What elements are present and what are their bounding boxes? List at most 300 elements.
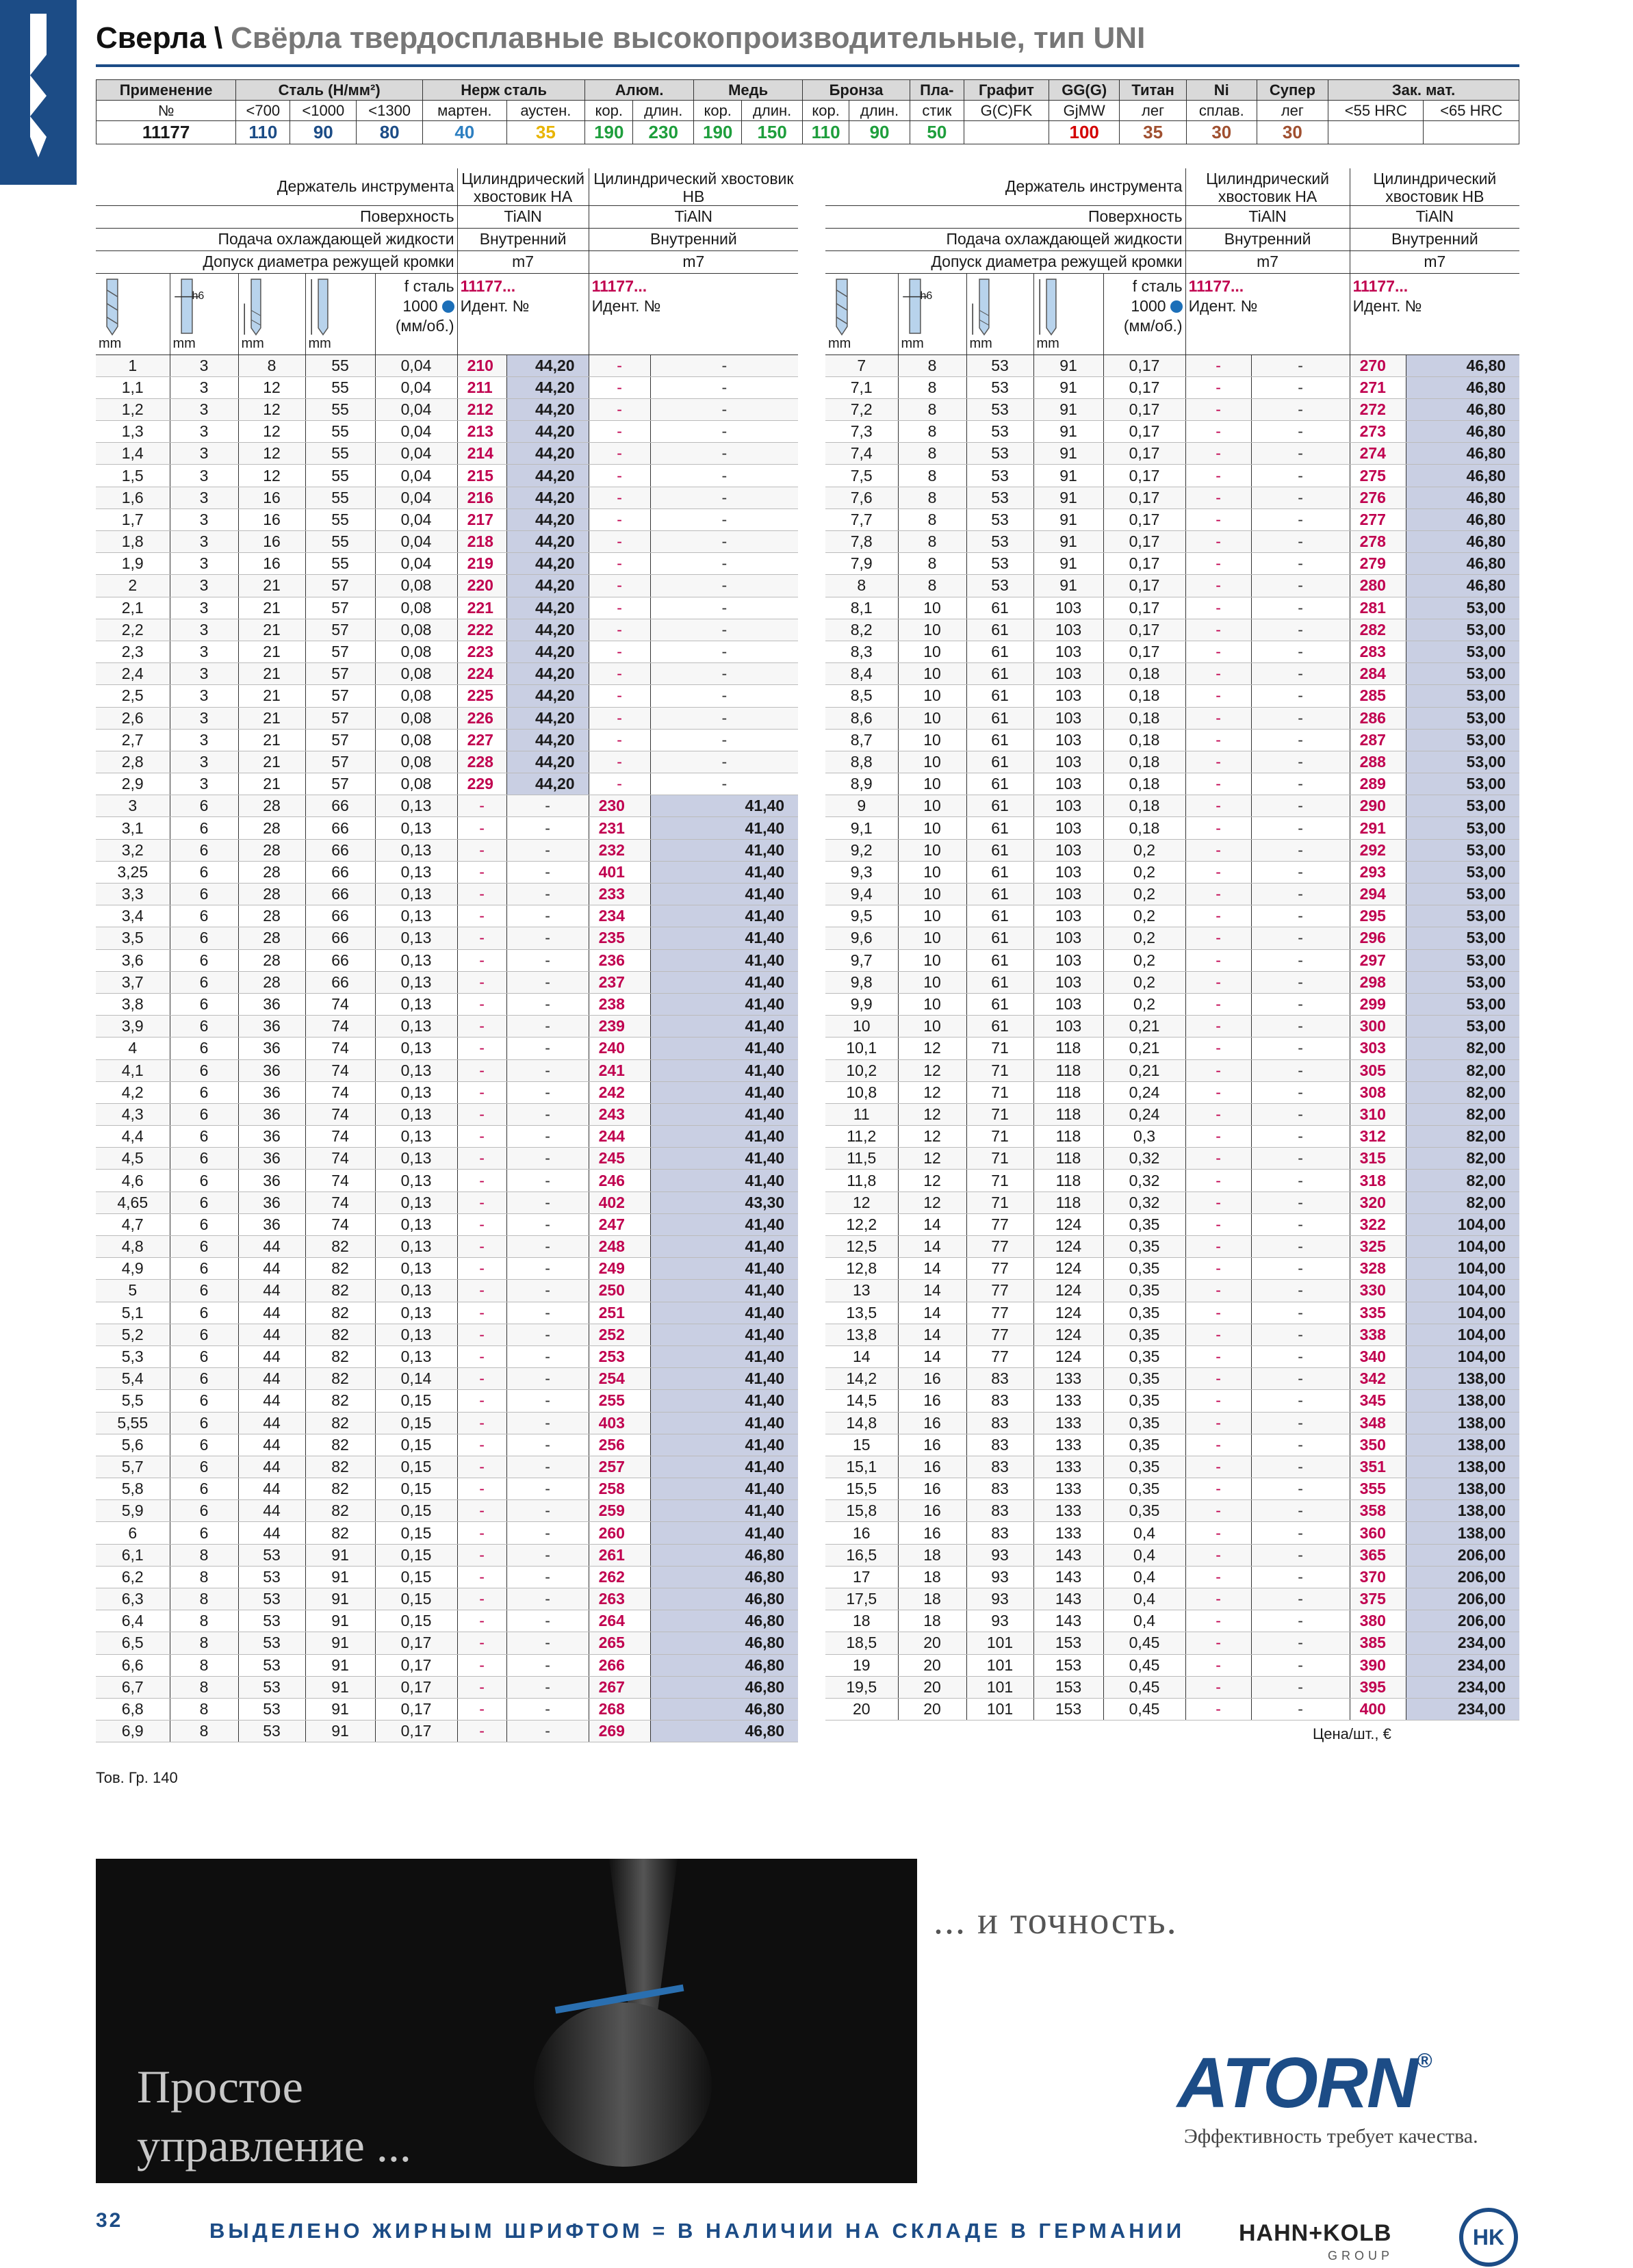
dimension-cell [170,273,238,355]
tolerance-label: Допуск диаметра режущей кромки [825,250,1185,273]
table-row [96,619,798,641]
flute-cell: 77 [966,1236,1033,1258]
shank-cell: 8 [170,1610,238,1632]
ident-ha-cell: - [1185,1170,1251,1191]
price-ha-cell: - [1251,1588,1350,1610]
ident-code: 11177... [460,276,516,295]
price-ha-cell: - [1251,1412,1350,1434]
feed-cell: 0,21 [1103,1016,1185,1038]
price-hb-cell: 41,40 [650,1059,798,1081]
shank-cell: 3 [170,443,238,465]
table-row [825,839,1519,861]
length-cell: 91 [1033,376,1103,398]
price-ha-cell: - [1251,949,1350,971]
price-ha-cell: - [506,1632,589,1654]
length-cell: 82 [305,1412,375,1434]
flute-cell: 21 [238,729,305,751]
table-row [96,1456,798,1478]
ident-hb-cell: 322 [1350,1213,1406,1235]
advert-image [96,1859,917,2183]
feed-cell: 0,17 [1103,376,1185,398]
diameter-cell: 1,9 [96,553,170,575]
shank-cell: 16 [898,1390,966,1412]
feed-cell: 0,35 [1103,1213,1185,1235]
flute-cell: 53 [238,1610,305,1632]
tolerance-h6-label: h6 [920,289,933,302]
flute-cell: 53 [966,553,1033,575]
shank-cell: 12 [898,1059,966,1081]
ident-hb-cell: 249 [589,1258,650,1280]
ident-hb-cell: 243 [589,1103,650,1125]
ident-hb-cell: 258 [589,1478,650,1500]
page-header [96,12,1519,67]
price-hb-cell: 53,00 [1406,685,1519,707]
price-hb-cell: 53,00 [1406,795,1519,817]
length-cell: 82 [305,1390,375,1412]
app-subhead: длин. [633,101,694,121]
diameter-cell: 3,2 [96,839,170,861]
holder-label: Держатель инструмента [96,168,457,205]
price-ha-cell: - [1251,1698,1350,1720]
table-row [96,1126,798,1148]
diameter-cell: 5,8 [96,1478,170,1500]
shank-cell: 8 [898,421,966,443]
feed-cell: 0,17 [1103,597,1185,619]
table-row [825,508,1519,530]
diameter-cell: 10,2 [825,1059,898,1081]
price-ha-cell: - [1251,993,1350,1015]
length-cell: 91 [305,1610,375,1632]
app-subhead: длин. [742,101,803,121]
ident-ha-cell: - [1185,751,1251,773]
flute-cell: 61 [966,641,1033,662]
app-value: 110 [236,121,290,144]
price-ha-cell: - [1251,487,1350,508]
price-ha-cell: - [1251,1103,1350,1125]
app-head: Супер [1257,80,1328,101]
shank-cell: 18 [898,1588,966,1610]
diameter-cell: 11,2 [825,1126,898,1148]
diameter-cell: 5,5 [96,1390,170,1412]
price-hb-cell: 41,40 [650,1148,798,1170]
diameter-cell: 4 [96,1038,170,1059]
price-ha-cell: - [1251,1170,1350,1191]
table-row [96,971,798,993]
price-ha-cell: - [1251,707,1350,729]
feed-cell: 0,08 [375,663,457,685]
table-row [825,1632,1519,1654]
length-cell: 143 [1033,1588,1103,1610]
flute-cell: 53 [238,1566,305,1588]
flute-cell: 53 [966,465,1033,487]
feed-cell: 0,14 [375,1368,457,1390]
flute-cell: 93 [966,1544,1033,1566]
app-value [1424,121,1519,144]
length-cell: 124 [1033,1324,1103,1345]
app-subhead: <65 HRC [1424,101,1519,121]
flute-cell: 21 [238,619,305,641]
table-row [96,575,798,597]
diameter-cell: 14 [825,1345,898,1367]
length-cell: 91 [305,1654,375,1676]
price-ha-cell: - [1251,1258,1350,1280]
ident-hb-cell: 242 [589,1081,650,1103]
price-hb-cell: 53,00 [1406,707,1519,729]
feed-cell: 0,13 [375,1081,457,1103]
diameter-cell: 4,6 [96,1170,170,1191]
table-row [825,1059,1519,1081]
price-hb-cell: - [650,597,798,619]
ident-hb-cell: 299 [1350,993,1406,1015]
table-row [825,575,1519,597]
length-cell: 118 [1033,1081,1103,1103]
shank-cell: 3 [170,355,238,376]
feed-cell: 0,13 [375,949,457,971]
price-hb-cell: 138,00 [1406,1368,1519,1390]
length-cell: 143 [1033,1544,1103,1566]
price-hb-cell: 41,40 [650,1324,798,1345]
price-hb-cell: 41,40 [650,1280,798,1302]
table-row [96,1236,798,1258]
flute-cell: 44 [238,1368,305,1390]
ident-hb-cell: 355 [1350,1478,1406,1500]
flute-cell: 12 [238,376,305,398]
length-cell: 91 [305,1544,375,1566]
table-row [96,1721,798,1742]
drill-icon [21,14,56,171]
ident-hb-cell: 259 [589,1500,650,1522]
app-value: 190 [585,121,633,144]
ident-ha-cell: 210 [457,355,506,376]
sidebar-bar [0,0,77,185]
table-row [96,597,798,619]
length-cell: 66 [305,795,375,817]
feed-cell: 0,17 [375,1721,457,1742]
ident-label: Идент. № [460,296,530,315]
price-hb-cell: 41,40 [650,1236,798,1258]
price-ha-cell: - [1251,1566,1350,1588]
ident-ha-cell: 214 [457,443,506,465]
ident-ha-cell: - [457,1698,506,1720]
flute-cell: 53 [966,575,1033,597]
shank-cell: 12 [898,1081,966,1103]
price-hb-cell: 41,40 [650,1500,798,1522]
shank-cell: 10 [898,597,966,619]
feed-label: f сталь [404,276,454,295]
dimension-cell [96,273,170,355]
unit-mm-label: mm [828,335,851,351]
coolant-value-hb: Внутренний [589,228,798,250]
ident-hb-cell: 270 [1350,355,1406,376]
price-ha-cell: 44,20 [506,443,589,465]
feed-cell: 0,15 [375,1456,457,1478]
price-hb-cell: 138,00 [1406,1412,1519,1434]
ident-ha-cell: - [1185,421,1251,443]
shank-cell: 10 [898,861,966,883]
flute-cell: 53 [966,398,1033,420]
table-row [825,1280,1519,1302]
feed-cell: 0,32 [1103,1170,1185,1191]
price-ha-cell: 44,20 [506,487,589,508]
price-hb-cell: 41,40 [650,1345,798,1367]
drill-diameter-icon [828,276,856,336]
flute-cell: 77 [966,1345,1033,1367]
table-row [96,1038,798,1059]
diameter-cell: 8,1 [825,597,898,619]
app-subhead: мартен. [423,101,506,121]
price-ha-cell: - [506,1412,589,1434]
ident-ha-cell: - [1185,1059,1251,1081]
flute-cell: 36 [238,1148,305,1170]
table-row [96,1654,798,1676]
diameter-cell: 5,6 [96,1434,170,1456]
price-hb-cell: - [650,531,798,553]
diameter-cell: 13 [825,1280,898,1302]
feed-cell: 0,15 [375,1500,457,1522]
ident-hb-cell: 265 [589,1632,650,1654]
diameter-cell: 6,6 [96,1654,170,1676]
price-hb-cell: 41,40 [650,817,798,839]
length-cell: 74 [305,1103,375,1125]
app-subhead: длин. [849,101,910,121]
price-hb-cell: 138,00 [1406,1500,1519,1522]
ident-hb-cell: 290 [1350,795,1406,817]
feed-cell: 0,45 [1103,1654,1185,1676]
ident-ha-cell: 211 [457,376,506,398]
ident-hb-cell: 345 [1350,1390,1406,1412]
diameter-cell: 5,9 [96,1500,170,1522]
dimension-cell [898,273,966,355]
diameter-cell: 12 [825,1191,898,1213]
table-row [96,1016,798,1038]
app-head: Графит [964,80,1049,101]
feed-cell: 0,15 [375,1390,457,1412]
price-ha-cell: - [1251,1676,1350,1698]
ident-label: Идент. № [591,296,661,315]
ident-hb-cell: - [589,641,650,662]
length-cell: 133 [1033,1412,1103,1434]
length-cell: 82 [305,1236,375,1258]
shank-cell: 10 [898,685,966,707]
price-ha-cell: 44,20 [506,729,589,751]
ident-ha-cell: - [457,1478,506,1500]
feed-cell: 0,13 [375,1324,457,1345]
table-row [825,1522,1519,1544]
price-ha-cell: - [1251,1081,1350,1103]
table-row [96,1544,798,1566]
ident-ha-cell: - [457,1038,506,1059]
shank-cell: 6 [170,884,238,905]
price-ha-cell: - [1251,1368,1350,1390]
flute-cell: 61 [966,971,1033,993]
shank-cell: 6 [170,927,238,949]
company-name: HAHN+KOLB [1239,2220,1392,2246]
length-cell: 74 [305,1170,375,1191]
shank-hb-label: Цилиндрический хвостовик HB [1350,168,1519,205]
price-ha-cell: - [1251,553,1350,575]
flute-cell: 83 [966,1368,1033,1390]
ident-hb-cell: 328 [1350,1258,1406,1280]
feed-cell: 0,17 [1103,443,1185,465]
table-row [825,443,1519,465]
diameter-cell: 6 [96,1522,170,1544]
price-ha-cell: - [506,1456,589,1478]
surface-value-hb: TiAlN [1350,205,1519,228]
app-value [964,121,1049,144]
price-ha-cell: - [1251,1478,1350,1500]
length-cell: 103 [1033,641,1103,662]
ident-ha-cell: - [1185,553,1251,575]
app-value: 190 [694,121,742,144]
price-ha-cell: - [506,884,589,905]
ident-ha-cell: - [1185,707,1251,729]
length-cell: 133 [1033,1500,1103,1522]
shank-cell: 8 [898,376,966,398]
length-cell: 118 [1033,1148,1103,1170]
diameter-cell: 8,7 [825,729,898,751]
length-cell: 55 [305,465,375,487]
diameter-cell: 1,3 [96,421,170,443]
unit-mm-label: mm [969,335,992,351]
unit-mm-label: mm [901,335,924,351]
shank-cell: 3 [170,597,238,619]
shank-cell: 6 [170,1345,238,1367]
shank-cell: 6 [170,1213,238,1235]
price-hb-cell: 53,00 [1406,949,1519,971]
price-hb-cell: - [650,729,798,751]
diameter-cell: 9,7 [825,949,898,971]
table-row [96,1698,798,1720]
page-subtitle: Свёрла твердосплавные высокопроизводительные, тип UNI [231,21,1146,55]
feed-header [375,273,457,355]
diameter-cell: 12,2 [825,1213,898,1235]
flute-cell: 101 [966,1676,1033,1698]
flute-cell: 36 [238,993,305,1015]
atorn-logo [1177,2043,1430,2124]
table-row [825,1191,1519,1213]
price-hb-cell: - [650,376,798,398]
table-row [96,398,798,420]
shank-cell: 6 [170,1103,238,1125]
price-hb-cell: 41,40 [650,949,798,971]
flute-cell: 44 [238,1434,305,1456]
flute-cell: 61 [966,663,1033,685]
length-cell: 118 [1033,1170,1103,1191]
flute-cell: 36 [238,1103,305,1125]
flute-cell: 12 [238,465,305,487]
feed-cell: 0,35 [1103,1456,1185,1478]
price-ha-cell: - [506,1676,589,1698]
ident-ha-cell: - [1185,1412,1251,1434]
ident-hb-cell: 285 [1350,685,1406,707]
app-value: 80 [357,121,423,144]
app-value: 90 [849,121,910,144]
shank-diameter-icon [901,276,929,336]
table-row [825,619,1519,641]
length-cell: 91 [1033,508,1103,530]
diameter-cell: 5 [96,1280,170,1302]
price-hb-cell: 138,00 [1406,1390,1519,1412]
length-cell: 133 [1033,1368,1103,1390]
length-cell: 82 [305,1324,375,1345]
app-value [1328,121,1424,144]
length-cell: 74 [305,1059,375,1081]
price-ha-cell: - [1251,421,1350,443]
ident-ha-cell: - [1185,1258,1251,1280]
flute-cell: 83 [966,1500,1033,1522]
app-value: 90 [290,121,357,144]
diameter-cell: 7,7 [825,508,898,530]
ident-ha-cell: - [1185,1588,1251,1610]
price-ha-cell: - [506,1721,589,1742]
diameter-cell: 3,1 [96,817,170,839]
table-row [825,707,1519,729]
app-head: Бронза [803,80,910,101]
ident-hb-cell: 237 [589,971,650,993]
app-head: Ni [1186,80,1257,101]
application-subheader-row [97,101,1519,121]
shank-cell: 16 [898,1412,966,1434]
ident-ha-cell: 212 [457,398,506,420]
atorn-tagline: Эффективность требует качества. [1184,2125,1478,2148]
feed-cell: 0,17 [1103,355,1185,376]
shank-cell: 12 [898,1191,966,1213]
ident-hb-cell: 281 [1350,597,1406,619]
price-ha-cell: - [506,839,589,861]
price-ha-cell: - [506,1434,589,1456]
shank-cell: 18 [898,1566,966,1588]
flute-cell: 44 [238,1324,305,1345]
ident-ha-cell: - [1185,1280,1251,1302]
price-ha-cell: 44,20 [506,685,589,707]
price-note: Цена/шт., € [1313,1725,1391,1742]
shank-cell: 10 [898,927,966,949]
diameter-cell: 9 [825,795,898,817]
flute-cell: 44 [238,1456,305,1478]
hk-logo-text: HK [1472,2225,1505,2250]
price-hb-cell: 41,40 [650,993,798,1015]
ident-ha-cell: - [457,795,506,817]
ident-ha-cell: - [1185,663,1251,685]
ident-hb-cell: - [589,707,650,729]
ident-ha-cell: - [1185,443,1251,465]
table-row [96,1390,798,1412]
price-hb-cell: 41,40 [650,971,798,993]
surface-row [825,205,1519,228]
price-hb-cell: 41,40 [650,1302,798,1324]
tolerance-row [825,250,1519,273]
surface-label: Поверхность [96,205,457,228]
app-value: 230 [633,121,694,144]
ident-ha-cell: 218 [457,531,506,553]
flute-length-icon [242,276,269,336]
shank-cell: 20 [898,1654,966,1676]
table-row [825,861,1519,883]
flute-cell: 36 [238,1081,305,1103]
feed-cell: 0,13 [375,839,457,861]
ident-hb-cell: - [589,773,650,795]
price-hb-cell: 46,80 [650,1566,798,1588]
price-ha-cell: - [506,927,589,949]
diameter-cell: 1,5 [96,465,170,487]
price-ha-cell: - [506,1236,589,1258]
price-ha-cell: - [506,1148,589,1170]
flute-cell: 53 [238,1654,305,1676]
shank-cell: 6 [170,1500,238,1522]
ident-ha-cell: - [1185,685,1251,707]
length-cell: 74 [305,1126,375,1148]
ident-label: Идент. № [1188,296,1258,315]
